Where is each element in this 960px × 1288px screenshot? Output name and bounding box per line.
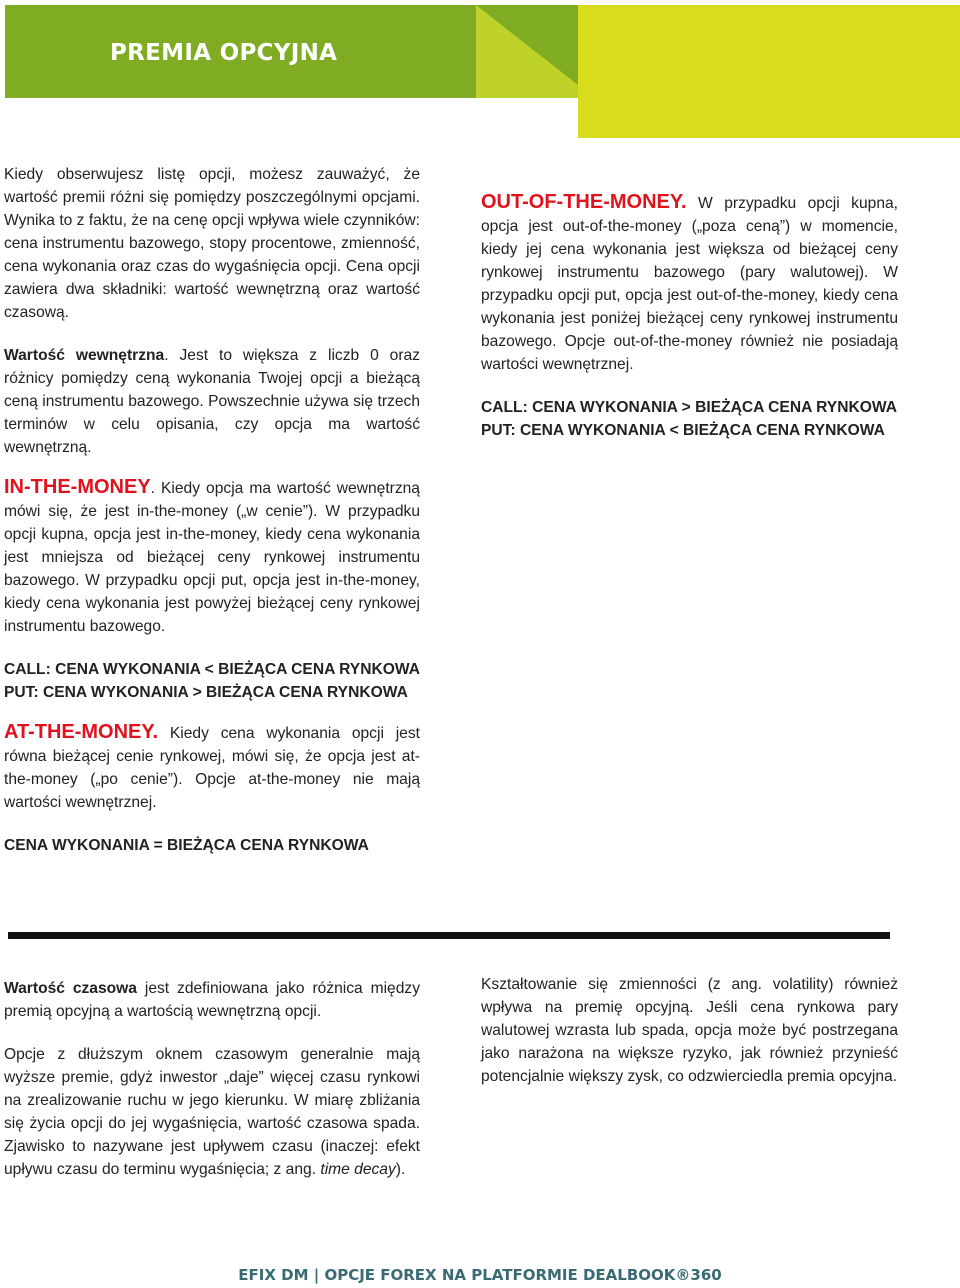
- banner-lime-block: [578, 5, 960, 138]
- volatility-paragraph: Kształtowanie się zmienności (z ang. volatility) również wpływa na premię opcyjną. Jeśli cena rynkowa pary walutowej wzrasta lub spada, opcja może być postrzegana jako narażona na większe ryzyko, jak również przynieść potencjalnie większy zysk, co odzwierciedla premia opcyjna.: [481, 976, 898, 1085]
- volatility-column: [481, 973, 898, 1088]
- otm-heading: OUT-OF-THE-MONEY.: [481, 191, 687, 213]
- itm-paragraph: IN-THE-MONEY. Kiedy opcja ma wartość wewnętrzną mówi się, że jest in-the-money („w cenie”). W przypadku opcji kupna, opcja jest in-the-money, kiedy cena wykonania jest mniejsza od bieżącej ceny rynkowej instrumentu bazowego. W przypadku opcji put, opcja jest in-the-money, kiedy cena wykonania jest powyżej bieżącej ceny rynkowej instrumentu bazowego.: [4, 476, 420, 635]
- atm-paragraph: AT-THE-MONEY. Kiedy cena wykonania opcji jest równa bieżącej cenie rynkowej, mówi się, że opcja jest at-the-money („po cenie”). Opcje at-the-money nie mają wartości wewnętrznej.: [4, 721, 420, 811]
- time-value-label: Wartość czasowa: [4, 980, 137, 997]
- intro-paragraph: Kiedy obserwujesz listę opcji, możesz zauważyć, że wartość premii różni się pomiędzy poszczególnymi opcjami. Wynika to z faktu, że na cenę opcji wpływa wiele czynników: cena instrumentu bazowego, stopy procentowe, zmienność, cena wykonania oraz czas do wygaśnięcia opcji. Cena opcji zawiera dwa składniki: wartość wewnętrzną oraz wartość czasową.: [4, 166, 420, 321]
- itm-call-rule: CALL: CENA WYKONANIA < BIEŻĄCA CENA RYNKOWA: [4, 661, 420, 678]
- left-column: [4, 163, 420, 857]
- right-column: [481, 191, 898, 442]
- section-divider: [8, 932, 890, 939]
- time-decay-term: time decay: [320, 1161, 396, 1178]
- otm-call-rule: CALL: CENA WYKONANIA > BIEŻĄCA CENA RYNKOWA: [481, 399, 897, 416]
- itm-heading: IN-THE-MONEY: [4, 476, 151, 498]
- banner-shapes: [0, 0, 960, 140]
- otm-put-rule: PUT: CENA WYKONANIA < BIEŻĄCA CENA RYNKOWA: [481, 422, 885, 439]
- footer-text: EFIX DM | OPCJE FOREX NA PLATFORMIE DEALBOOK®360: [238, 1266, 722, 1284]
- otm-paragraph: OUT-OF-THE-MONEY. W przypadku opcji kupna, opcja jest out-of-the-money („poza ceną”) w momencie, kiedy jej cena wykonania jest większa od bieżącej ceny rynkowej instrumentu bazowego (pary walutowej). W przypadku opcji put, opcja jest out-of-the-money, kiedy cena wykonania jest poniżej bieżącej ceny rynkowej instrumentu bazowego. Opcje out-of-the-money również nie posiadają wartości wewnętrznej.: [481, 191, 898, 373]
- time-value-column: [4, 977, 420, 1181]
- itm-put-rule: PUT: CENA WYKONANIA > BIEŻĄCA CENA RYNKOWA: [4, 684, 408, 701]
- time-decay-paragraph: Opcje z dłuższym oknem czasowym generalnie mają wyższe premie, gdyż inwestor „daje” więcej czasu rynkowi na zrealizowanie ruchu w jego kierunku. W miarę zbliżania się życia opcji do jej wygaśnięcia, wartość czasowa spada. Zjawisko to nazywane jest upływem czasu (inaczej: efekt upływu czasu do terminu wygaśnięcia; z ang. time decay).: [4, 1046, 420, 1178]
- intrinsic-value-paragraph: Wartość wewnętrzna. Jest to większa z liczb 0 oraz różnicy pomiędzy ceną wykonania Twojej opcji a bieżącą ceną instrumentu bazowego. Powszechnie używa się trzech terminów w celu opisania, czy opcja ma wartość wewnętrzną.: [4, 347, 420, 456]
- intrinsic-value-label: Wartość wewnętrzna: [4, 347, 165, 364]
- header-banner: [0, 0, 960, 140]
- atm-heading: AT-THE-MONEY.: [4, 721, 159, 743]
- page-title: PREMIA OPCYJNA: [110, 40, 338, 66]
- atm-rule: CENA WYKONANIA = BIEŻĄCA CENA RYNKOWA: [4, 837, 369, 854]
- time-value-paragraph: Wartość czasowa jest zdefiniowana jako różnica między premią opcyjną a wartością wewnętrzną opcji.: [4, 980, 420, 1020]
